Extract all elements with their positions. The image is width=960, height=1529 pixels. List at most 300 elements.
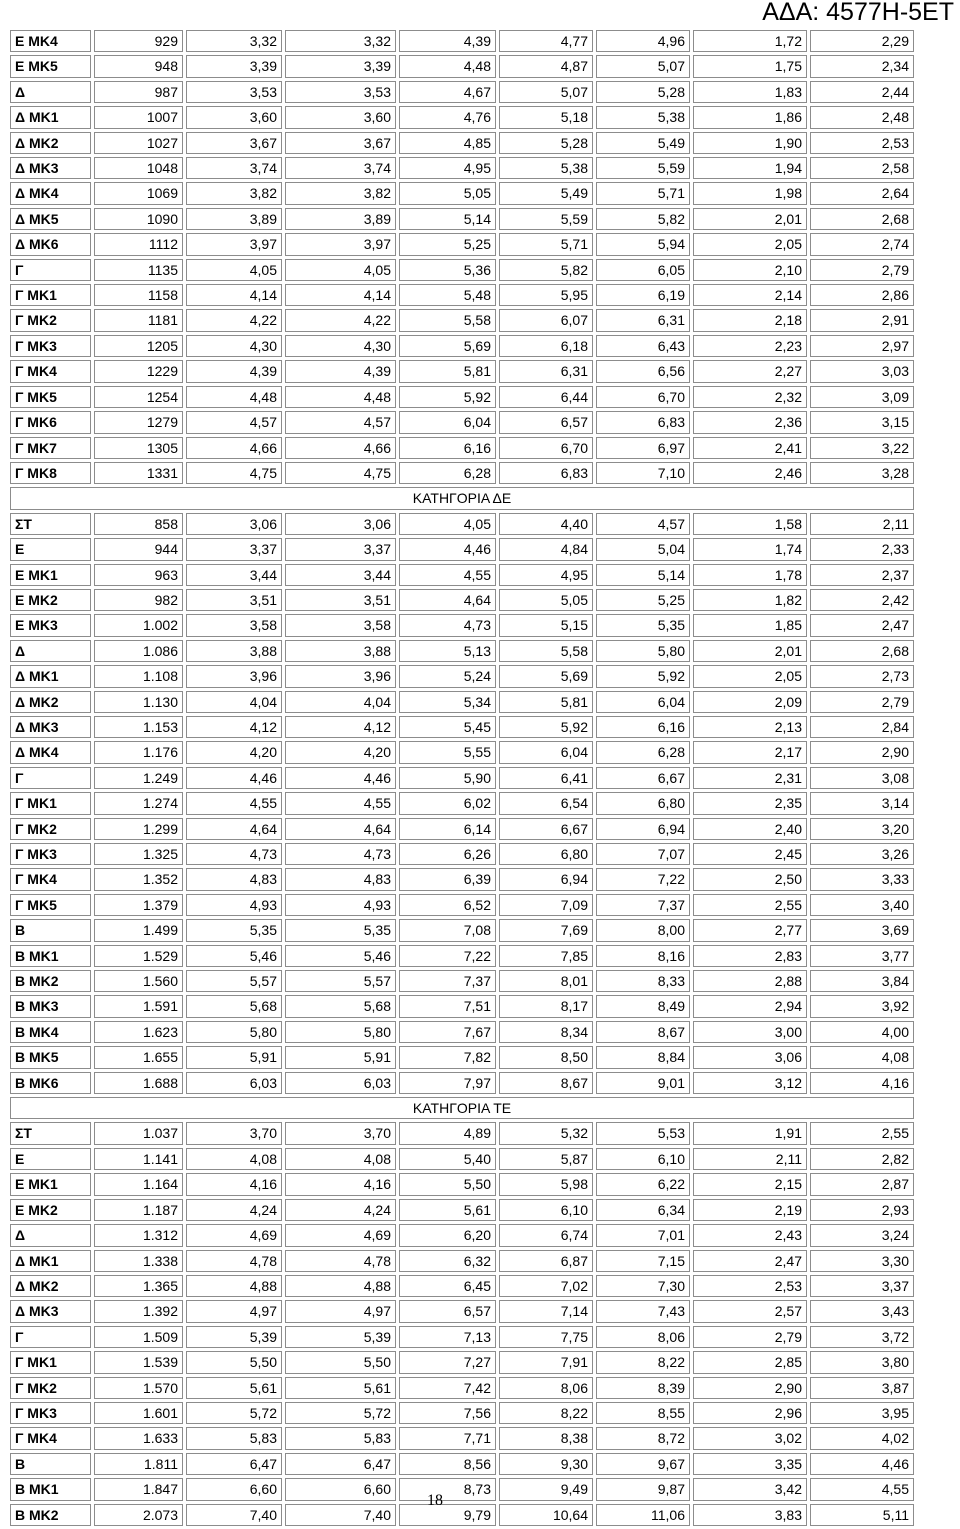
value-cell: 5,81 — [399, 360, 496, 382]
value-cell: 5,95 — [499, 284, 593, 306]
value-cell: 4,30 — [285, 335, 396, 357]
value-cell: 5,72 — [285, 1402, 396, 1424]
value-cell: 2,96 — [693, 1402, 807, 1424]
value-cell: 7,51 — [399, 995, 496, 1017]
value-cell: 4,69 — [285, 1224, 396, 1246]
value-cell: 7,09 — [499, 894, 593, 916]
value-cell: 4,64 — [285, 818, 396, 840]
value-cell: 3,28 — [810, 462, 914, 484]
grade-label-cell: Β ΜΚ5 — [10, 1046, 91, 1068]
value-cell: 1.655 — [94, 1046, 183, 1068]
value-cell: 2,58 — [810, 157, 914, 179]
table-row — [10, 665, 914, 687]
value-cell: 3,02 — [693, 1427, 807, 1449]
value-cell: 4,46 — [285, 767, 396, 789]
value-cell: 2,93 — [810, 1199, 914, 1221]
value-cell: 5,11 — [810, 1504, 914, 1526]
table-row — [10, 462, 914, 484]
grade-label-cell: Β ΜΚ2 — [10, 1504, 91, 1526]
value-cell: 3,30 — [810, 1250, 914, 1272]
grade-label-cell: Β ΜΚ1 — [10, 945, 91, 967]
value-cell: 7,85 — [499, 945, 593, 967]
grade-label-cell: Δ — [10, 640, 91, 662]
value-cell: 5,82 — [596, 208, 690, 230]
value-cell: 5,59 — [499, 208, 593, 230]
value-cell: 6,28 — [399, 462, 496, 484]
value-cell: 2,83 — [693, 945, 807, 967]
value-cell: 7,22 — [596, 868, 690, 890]
grade-label-cell: Β ΜΚ6 — [10, 1072, 91, 1094]
value-cell: 5,48 — [399, 284, 496, 306]
value-cell: 3,97 — [285, 233, 396, 255]
value-cell: 2,43 — [693, 1224, 807, 1246]
value-cell: 5,07 — [499, 81, 593, 103]
table-row — [10, 564, 914, 586]
value-cell: 4,24 — [186, 1199, 282, 1221]
value-cell: 4,77 — [499, 30, 593, 52]
value-cell: 5,98 — [499, 1173, 593, 1195]
grade-label-cell: Ε ΜΚ3 — [10, 614, 91, 636]
value-cell: 5,13 — [399, 640, 496, 662]
value-cell: 8,84 — [596, 1046, 690, 1068]
value-cell: 2,90 — [810, 741, 914, 763]
value-cell: 1069 — [94, 182, 183, 204]
value-cell: 5,71 — [499, 233, 593, 255]
value-cell: 6,47 — [285, 1453, 396, 1475]
table-row — [10, 1148, 914, 1170]
value-cell: 5,90 — [399, 767, 496, 789]
value-cell: 4,95 — [499, 564, 593, 586]
value-cell: 1254 — [94, 386, 183, 408]
salary-table-body — [10, 30, 914, 1526]
value-cell: 3,60 — [186, 106, 282, 128]
value-cell: 6,45 — [399, 1275, 496, 1297]
grade-label-cell: Δ ΜΚ1 — [10, 106, 91, 128]
value-cell: 4,64 — [186, 818, 282, 840]
value-cell: 5,68 — [285, 995, 396, 1017]
value-cell: 5,15 — [499, 614, 593, 636]
value-cell: 6,39 — [399, 868, 496, 890]
value-cell: 3,06 — [285, 513, 396, 535]
value-cell: 5,24 — [399, 665, 496, 687]
value-cell: 4,55 — [399, 564, 496, 586]
table-row — [10, 132, 914, 154]
value-cell: 2,79 — [693, 1326, 807, 1348]
table-row — [10, 640, 914, 662]
value-cell: 6,80 — [499, 843, 593, 865]
table-row — [10, 894, 914, 916]
grade-label-cell: Δ ΜΚ5 — [10, 208, 91, 230]
value-cell: 4,08 — [285, 1148, 396, 1170]
value-cell: 4,87 — [499, 55, 593, 77]
value-cell: 6,67 — [499, 818, 593, 840]
value-cell: 4,48 — [186, 386, 282, 408]
value-cell: 1.352 — [94, 868, 183, 890]
value-cell: 5,55 — [399, 741, 496, 763]
value-cell: 2,53 — [810, 132, 914, 154]
value-cell: 4,85 — [399, 132, 496, 154]
value-cell: 2,68 — [810, 208, 914, 230]
value-cell: 3,12 — [693, 1072, 807, 1094]
value-cell: 3,72 — [810, 1326, 914, 1348]
value-cell: 1135 — [94, 259, 183, 281]
value-cell: 1.688 — [94, 1072, 183, 1094]
grade-label-cell: Γ ΜΚ3 — [10, 335, 91, 357]
value-cell: 6,31 — [499, 360, 593, 382]
grade-label-cell: Γ ΜΚ7 — [10, 437, 91, 459]
value-cell: 3,58 — [186, 614, 282, 636]
value-cell: 4,97 — [285, 1300, 396, 1322]
value-cell: 5,80 — [186, 1021, 282, 1043]
value-cell: 3,80 — [810, 1351, 914, 1373]
value-cell: 6,60 — [285, 1478, 396, 1500]
table-row — [10, 970, 914, 992]
table-row — [10, 513, 914, 535]
value-cell: 5,39 — [186, 1326, 282, 1348]
value-cell: 3,22 — [810, 437, 914, 459]
value-cell: 5,18 — [499, 106, 593, 128]
value-cell: 6,18 — [499, 335, 593, 357]
value-cell: 3,09 — [810, 386, 914, 408]
value-cell: 2,50 — [693, 868, 807, 890]
value-cell: 6,14 — [399, 818, 496, 840]
value-cell: 1007 — [94, 106, 183, 128]
value-cell: 2,05 — [693, 665, 807, 687]
value-cell: 1.141 — [94, 1148, 183, 1170]
category-header-row — [10, 487, 914, 509]
value-cell: 6,03 — [186, 1072, 282, 1094]
value-cell: 3,67 — [186, 132, 282, 154]
value-cell: 1.130 — [94, 691, 183, 713]
value-cell: 2,41 — [693, 437, 807, 459]
value-cell: 2,79 — [810, 691, 914, 713]
grade-label-cell: Γ ΜΚ4 — [10, 1427, 91, 1449]
table-row — [10, 55, 914, 77]
value-cell: 8,67 — [596, 1021, 690, 1043]
value-cell: 4,14 — [285, 284, 396, 306]
value-cell: 2.073 — [94, 1504, 183, 1526]
value-cell: 3,95 — [810, 1402, 914, 1424]
value-cell: 4,02 — [810, 1427, 914, 1449]
table-row — [10, 767, 914, 789]
value-cell: 4,16 — [186, 1173, 282, 1195]
value-cell: 4,04 — [186, 691, 282, 713]
value-cell: 2,40 — [693, 818, 807, 840]
value-cell: 2,44 — [810, 81, 914, 103]
value-cell: 1,86 — [693, 106, 807, 128]
value-cell: 5,46 — [186, 945, 282, 967]
value-cell: 8,73 — [399, 1478, 496, 1500]
value-cell: 4,66 — [285, 437, 396, 459]
value-cell: 1,90 — [693, 132, 807, 154]
grade-label-cell: ΣΤ — [10, 513, 91, 535]
table-row — [10, 1402, 914, 1424]
table-row — [10, 386, 914, 408]
value-cell: 4,93 — [186, 894, 282, 916]
value-cell: 4,57 — [186, 411, 282, 433]
value-cell: 1.338 — [94, 1250, 183, 1272]
value-cell: 5,14 — [399, 208, 496, 230]
value-cell: 6,32 — [399, 1250, 496, 1272]
value-cell: 4,46 — [186, 767, 282, 789]
value-cell: 7,14 — [499, 1300, 593, 1322]
value-cell: 963 — [94, 564, 183, 586]
value-cell: 3,67 — [285, 132, 396, 154]
value-cell: 2,01 — [693, 208, 807, 230]
value-cell: 7,97 — [399, 1072, 496, 1094]
grade-label-cell: Δ ΜΚ4 — [10, 741, 91, 763]
value-cell: 3,43 — [810, 1300, 914, 1322]
value-cell: 8,06 — [499, 1377, 593, 1399]
value-cell: 3,39 — [285, 55, 396, 77]
value-cell: 3,96 — [186, 665, 282, 687]
grade-label-cell: Γ — [10, 1326, 91, 1348]
value-cell: 5,69 — [399, 335, 496, 357]
value-cell: 4,97 — [186, 1300, 282, 1322]
value-cell: 6,05 — [596, 259, 690, 281]
value-cell: 3,88 — [285, 640, 396, 662]
grade-label-cell: Ε ΜΚ5 — [10, 55, 91, 77]
grade-label-cell: Δ ΜΚ1 — [10, 665, 91, 687]
value-cell: 9,79 — [399, 1504, 496, 1526]
value-cell: 4,12 — [186, 716, 282, 738]
value-cell: 4,40 — [499, 513, 593, 535]
table-row — [10, 208, 914, 230]
value-cell: 3,53 — [285, 81, 396, 103]
grade-label-cell: Δ ΜΚ3 — [10, 716, 91, 738]
table-row — [10, 360, 914, 382]
value-cell: 3,60 — [285, 106, 396, 128]
value-cell: 4,22 — [285, 309, 396, 331]
value-cell: 6,22 — [596, 1173, 690, 1195]
value-cell: 1158 — [94, 284, 183, 306]
value-cell: 5,58 — [499, 640, 593, 662]
value-cell: 6,54 — [499, 792, 593, 814]
value-cell: 2,77 — [693, 919, 807, 941]
value-cell: 4,57 — [285, 411, 396, 433]
grade-label-cell: Β ΜΚ1 — [10, 1478, 91, 1500]
value-cell: 4,39 — [285, 360, 396, 382]
grade-label-cell: Δ — [10, 1224, 91, 1246]
table-row — [10, 919, 914, 941]
table-row — [10, 1453, 914, 1475]
grade-label-cell: Γ ΜΚ2 — [10, 818, 91, 840]
value-cell: 4,05 — [285, 259, 396, 281]
value-cell: 5,92 — [399, 386, 496, 408]
value-cell: 6,70 — [499, 437, 593, 459]
value-cell: 5,80 — [285, 1021, 396, 1043]
value-cell: 3,37 — [810, 1275, 914, 1297]
value-cell: 3,82 — [186, 182, 282, 204]
grade-label-cell: Ε ΜΚ2 — [10, 1199, 91, 1221]
grade-label-cell: Δ ΜΚ2 — [10, 1275, 91, 1297]
value-cell: 9,01 — [596, 1072, 690, 1094]
value-cell: 7,37 — [596, 894, 690, 916]
grade-label-cell: Γ ΜΚ1 — [10, 1351, 91, 1373]
value-cell: 2,94 — [693, 995, 807, 1017]
value-cell: 4,76 — [399, 106, 496, 128]
value-cell: 4,78 — [186, 1250, 282, 1272]
value-cell: 2,74 — [810, 233, 914, 255]
table-row — [10, 1199, 914, 1221]
value-cell: 1181 — [94, 309, 183, 331]
value-cell: 4,14 — [186, 284, 282, 306]
value-cell: 8,06 — [596, 1326, 690, 1348]
value-cell: 5,57 — [285, 970, 396, 992]
table-row — [10, 716, 914, 738]
value-cell: 7,71 — [399, 1427, 496, 1449]
value-cell: 2,05 — [693, 233, 807, 255]
table-row — [10, 30, 914, 52]
grade-label-cell: Γ ΜΚ5 — [10, 894, 91, 916]
value-cell: 5,14 — [596, 564, 690, 586]
value-cell: 1.591 — [94, 995, 183, 1017]
value-cell: 1.274 — [94, 792, 183, 814]
value-cell: 1.176 — [94, 741, 183, 763]
value-cell: 4,89 — [399, 1122, 496, 1144]
value-cell: 7,40 — [285, 1504, 396, 1526]
grade-label-cell: Δ ΜΚ3 — [10, 157, 91, 179]
value-cell: 4,55 — [186, 792, 282, 814]
value-cell: 5,05 — [499, 589, 593, 611]
value-cell: 3,69 — [810, 919, 914, 941]
table-row — [10, 691, 914, 713]
value-cell: 6,02 — [399, 792, 496, 814]
value-cell: 1.379 — [94, 894, 183, 916]
value-cell: 5,92 — [499, 716, 593, 738]
table-row — [10, 157, 914, 179]
value-cell: 7,40 — [186, 1504, 282, 1526]
value-cell: 3,88 — [186, 640, 282, 662]
value-cell: 5,59 — [596, 157, 690, 179]
value-cell: 6,80 — [596, 792, 690, 814]
value-cell: 3,44 — [285, 564, 396, 586]
value-cell: 3,08 — [810, 767, 914, 789]
table-row — [10, 538, 914, 560]
grade-label-cell: Δ — [10, 81, 91, 103]
value-cell: 4,16 — [810, 1072, 914, 1094]
grade-label-cell: Ε ΜΚ1 — [10, 1173, 91, 1195]
value-cell: 3,37 — [285, 538, 396, 560]
value-cell: 2,23 — [693, 335, 807, 357]
value-cell: 4,08 — [810, 1046, 914, 1068]
value-cell: 1.633 — [94, 1427, 183, 1449]
value-cell: 2,36 — [693, 411, 807, 433]
value-cell: 7,37 — [399, 970, 496, 992]
value-cell: 1048 — [94, 157, 183, 179]
value-cell: 1,58 — [693, 513, 807, 535]
value-cell: 6,47 — [186, 1453, 282, 1475]
value-cell: 6,74 — [499, 1224, 593, 1246]
value-cell: 4,75 — [285, 462, 396, 484]
value-cell: 3,15 — [810, 411, 914, 433]
value-cell: 8,00 — [596, 919, 690, 941]
value-cell: 6,97 — [596, 437, 690, 459]
value-cell: 3,70 — [186, 1122, 282, 1144]
value-cell: 5,61 — [285, 1377, 396, 1399]
value-cell: 11,06 — [596, 1504, 690, 1526]
grade-label-cell: Β ΜΚ2 — [10, 970, 91, 992]
value-cell: 4,66 — [186, 437, 282, 459]
value-cell: 2,29 — [810, 30, 914, 52]
value-cell: 3,20 — [810, 818, 914, 840]
table-row — [10, 182, 914, 204]
value-cell: 2,86 — [810, 284, 914, 306]
category-title: ΚΑΤΗΓΟΡΙΑ ΔΕ — [10, 487, 914, 509]
value-cell: 2,14 — [693, 284, 807, 306]
value-cell: 8,72 — [596, 1427, 690, 1449]
value-cell: 6,03 — [285, 1072, 396, 1094]
table-row — [10, 843, 914, 865]
value-cell: 4,73 — [285, 843, 396, 865]
value-cell: 6,94 — [596, 818, 690, 840]
value-cell: 2,53 — [693, 1275, 807, 1297]
value-cell: 4,78 — [285, 1250, 396, 1272]
value-cell: 2,32 — [693, 386, 807, 408]
value-cell: 5,83 — [285, 1427, 396, 1449]
value-cell: 5,57 — [186, 970, 282, 992]
value-cell: 4,08 — [186, 1148, 282, 1170]
value-cell: 8,22 — [596, 1351, 690, 1373]
value-cell: 5,35 — [285, 919, 396, 941]
value-cell: 4,57 — [596, 513, 690, 535]
value-cell: 3,83 — [693, 1504, 807, 1526]
value-cell: 4,88 — [186, 1275, 282, 1297]
value-cell: 4,83 — [186, 868, 282, 890]
value-cell: 3,39 — [186, 55, 282, 77]
grade-label-cell: Β — [10, 1453, 91, 1475]
value-cell: 2,45 — [693, 843, 807, 865]
value-cell: 944 — [94, 538, 183, 560]
value-cell: 6,19 — [596, 284, 690, 306]
value-cell: 6,94 — [499, 868, 593, 890]
grade-label-cell: Γ ΜΚ3 — [10, 1402, 91, 1424]
value-cell: 4,93 — [285, 894, 396, 916]
value-cell: 8,67 — [499, 1072, 593, 1094]
value-cell: 2,13 — [693, 716, 807, 738]
value-cell: 1,83 — [693, 81, 807, 103]
grade-label-cell: Δ ΜΚ4 — [10, 182, 91, 204]
table-row — [10, 1122, 914, 1144]
value-cell: 1279 — [94, 411, 183, 433]
table-row — [10, 1173, 914, 1195]
value-cell: 5,49 — [499, 182, 593, 204]
value-cell: 3,77 — [810, 945, 914, 967]
value-cell: 3,89 — [186, 208, 282, 230]
value-cell: 3,89 — [285, 208, 396, 230]
table-row — [10, 1021, 914, 1043]
value-cell: 6,83 — [499, 462, 593, 484]
value-cell: 1027 — [94, 132, 183, 154]
value-cell: 7,07 — [596, 843, 690, 865]
grade-label-cell: Γ ΜΚ2 — [10, 309, 91, 331]
value-cell: 8,22 — [499, 1402, 593, 1424]
value-cell: 3,74 — [285, 157, 396, 179]
value-cell: 4,24 — [285, 1199, 396, 1221]
grade-label-cell: Β ΜΚ4 — [10, 1021, 91, 1043]
value-cell: 2,31 — [693, 767, 807, 789]
value-cell: 2,97 — [810, 335, 914, 357]
table-row — [10, 1046, 914, 1068]
value-cell: 4,05 — [186, 259, 282, 281]
table-row — [10, 1377, 914, 1399]
value-cell: 1,72 — [693, 30, 807, 52]
grade-label-cell: Γ ΜΚ5 — [10, 386, 91, 408]
value-cell: 1,78 — [693, 564, 807, 586]
value-cell: 5,50 — [285, 1351, 396, 1373]
value-cell: 5,81 — [499, 691, 593, 713]
value-cell: 2,27 — [693, 360, 807, 382]
